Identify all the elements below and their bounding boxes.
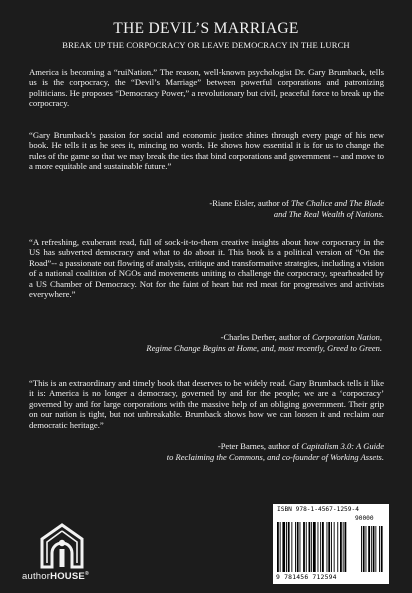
quote-barnes: “This is an extraordinary and timely book that deserves to be widely read. Gary Brumback tells it like it is: America is no longer a democracy, governed by and for the people; we are a ‘corpocracy’ governed by and for large corporations with the massive help of an obliging government. Their grip on our nation is tight, but not unbreakable. Brumback shows how we can loosen it and reclaim our democratic heritage.” [29, 378, 384, 430]
barcode-addon-bar [379, 526, 380, 572]
barcode-bar [297, 522, 299, 572]
attribution-text: -Charles Derber, author of [220, 332, 313, 342]
attribution-title: and The Real Wealth of Nations. [273, 208, 384, 219]
attribution-text: -Peter Barnes, author of [217, 441, 302, 451]
barcode-addon-bar [366, 526, 367, 572]
barcode-addon-bar [375, 526, 376, 572]
quote-derber: “A refreshing, exuberant read, full of sock-it-to-them creative insights about how corpocracy in the US has subverted democracy and what to do about it. This book is a political version of “On the Road”-- a passionate out flowing of analysis, critique and transformative strategies, including a vision of a national coalition of NGOs and movements uniting to challenge the corpocracy, spearheaded by a US Chamber of Democracy. Not for the faint of heart but red meat for progressives and activists everywhere.” [29, 237, 384, 300]
barcode-addon-bar [363, 526, 365, 572]
attribution-title: Corporation Nation, [312, 332, 382, 342]
barcode-bar [328, 522, 330, 572]
barcode-bar [327, 522, 328, 572]
barcode-addon-bar [371, 526, 372, 572]
barcode-bar [306, 522, 307, 572]
book-title: THE DEVIL’S MARRIAGE [113, 20, 299, 37]
publisher-name [22, 571, 89, 582]
barcode-bar [286, 522, 287, 572]
barcode-bar [322, 522, 324, 572]
attribution-derber [146, 332, 382, 353]
barcode-bar [291, 522, 292, 572]
barcode-bar [300, 522, 301, 572]
quote-eisler: “Gary Brumback’s passion for social and economic justice shines through every page of his new book. He tells it as he sees it, mincing no words. He shows how essential it is for us to change the rules of the game so that we may break the ties that bind corporations and government -- and move to a more equitable and sustainable future.” [29, 130, 384, 172]
barcode-bars [277, 522, 385, 574]
authorhouse-logo-icon [40, 523, 84, 569]
attribution-title: The Chalice and The Blade [290, 198, 384, 208]
barcode-bar [334, 522, 335, 572]
barcode-bar [343, 522, 344, 572]
attribution-title: Capitalism 3.0: A Guide [301, 441, 384, 451]
attribution-eisler [209, 198, 384, 219]
barcode-bar [282, 522, 285, 572]
intro-paragraph: America is becoming a “ruiNation.” The reason, well-known psychologist Dr. Gary Brumback, tells us is the corpocracy, the “Devil’s Marriage” between powerful corporations and patronizing politicians. He proposes “Democracy Power,” a revolutionary but civil, peaceful force to break up the corpocracy. [29, 67, 384, 109]
barcode-bar [288, 522, 290, 572]
barcode-addon-bar [381, 526, 383, 572]
barcode-addon-bar [368, 526, 370, 572]
registered-mark: ® [84, 571, 89, 577]
attribution-title: Regime Change Begins at Home, and, most recently, Greed to Green. [146, 342, 382, 353]
barcode-addon-bar [373, 526, 375, 572]
barcode-bar [320, 522, 321, 572]
isbn-barcode [273, 504, 389, 584]
barcode-bar [311, 522, 312, 572]
barcode-addon-bar [361, 526, 362, 572]
barcode-bar [295, 522, 296, 572]
price-code: 90000 [355, 515, 374, 522]
publisher-name-light: author [22, 571, 51, 583]
attribution-barnes [167, 441, 384, 462]
barcode-bar [318, 522, 319, 572]
barcode-bar [280, 522, 281, 572]
barcode-bar [313, 522, 316, 572]
publisher-name-bold: HOUSE [50, 571, 85, 583]
book-subtitle: BREAK UP THE CORPOCRACY OR LEAVE DEMOCRACY IN THE LURCH [62, 40, 350, 50]
attribution-title: to Reclaiming the Commons, and co-founder of Working Assets. [166, 451, 384, 462]
ean-digits: 9 781456 712594 [276, 573, 337, 581]
barcode-bar [303, 522, 305, 572]
barcode-bar [337, 522, 338, 572]
barcode-bar [309, 522, 311, 572]
barcode-bar [277, 522, 279, 572]
attribution-text: -Riane Eisler, author of [209, 198, 291, 208]
barcode-bar [331, 522, 332, 572]
barcode-bar [345, 522, 347, 572]
barcode-bar [340, 522, 342, 572]
isbn-number: ISBN 978-1-4567-1259-4 [277, 506, 359, 513]
